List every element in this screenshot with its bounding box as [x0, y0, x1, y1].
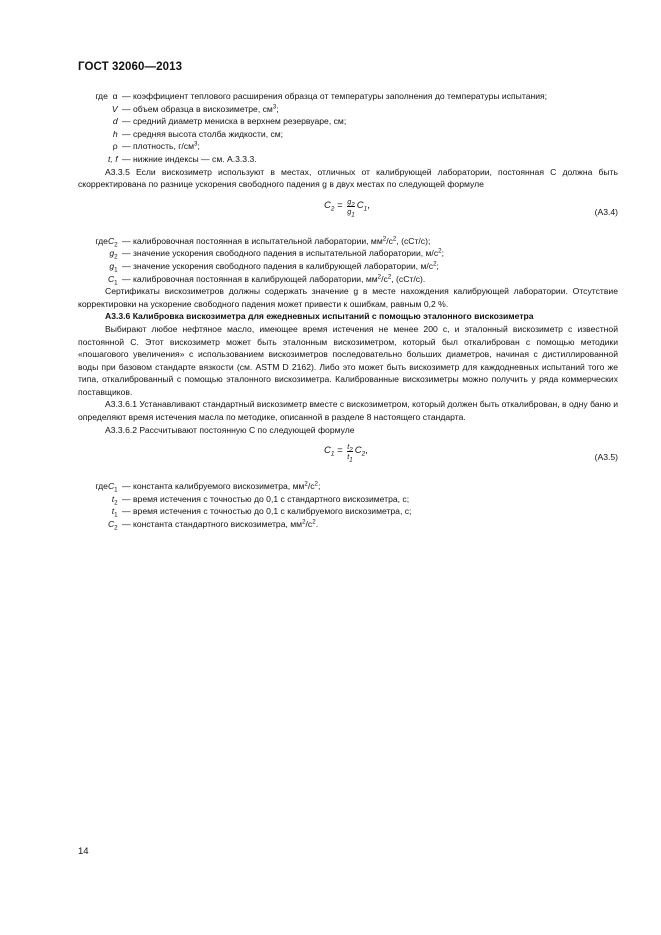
definition-text: — калибровочная постоянная в калибрующей лаборатории, $мм^2/с^2$, (сСт/с). [120, 273, 618, 286]
where-label: где [95, 481, 108, 492]
definition-rho [78, 140, 618, 153]
page-number: 14 [78, 846, 89, 857]
paragraph-a3362: А3.3.6.2 Рассчитывают постоянную С по следующей формуле [105, 424, 355, 435]
paragraph-a335: А3.3.5 Если вискозиметр используют в местах, отличных от калибрующей лаборатории, постоянная С должна быть скорректирована по разнице ускорения свободного падения g в двух местах по следующей формуле [78, 166, 618, 190]
definition-c1: гдеC$_1$ — константа калибруемого вискозиметра, $мм^2/с^2$; [78, 480, 618, 493]
section-heading-a336: А3.3.6 Калибровка вискозиметра для ежедневных испытаний с помощью эталонного вискозиметра [105, 311, 534, 322]
definition-c2: $C_2$ — константа стандартного вискозиметра, $мм^2/с^2$. [78, 518, 618, 531]
definition-d [78, 115, 618, 128]
paragraph-a3361: А3.3.6.1 Устанавливают стандартный вискозиметр вместе с вискозиметром, который должен быть откалиброван, в одну баню и определяют время истечения масла по методике, описанной в разделе 8 настоящего стандарта. [78, 399, 618, 423]
symbol-d: d [112, 116, 118, 127]
definition-text: — время истечения с точностью до 0,1 с калибруемого вискозиметра, с; [120, 505, 618, 518]
definition-text: — нижние индексы — см. А.3.3.3. [120, 153, 618, 166]
definitions-list-1 [78, 90, 618, 166]
definition-g1: $g_1$ — значение ускорения свободного падения в калибрующей лаборатории, $м/с^2$; [78, 260, 618, 273]
definition-text: — константа стандартного вискозиметра, $мм^2/с^2$. [120, 518, 618, 531]
document-header: ГОСТ 32060—2013 [78, 61, 183, 73]
definition-t1: $t_1$ — время истечения с точностью до 0,1 с калибруемого вискозиметра, с; [78, 505, 618, 518]
paragraph-certificates: Сертификаты вискозиметров должны содержать значение g в месте нахождения калибрующей лаборатории. Отсутствие корректировки на ускорение свободного падения может привести к ошибкам, равным 0,2 %. [78, 286, 618, 309]
symbol-v: V [111, 103, 118, 114]
definition-text: — средняя высота столба жидкости, см; [120, 128, 618, 141]
where-label: где [95, 91, 108, 101]
definition-text: — калибровочная постоянная в испытательной лаборатории, $мм^2/с^2$, (сСт/с); [120, 235, 618, 248]
fraction: $\frac{t_2}{t_1}$ [347, 442, 353, 464]
symbol-alpha: α [112, 91, 118, 101]
definition-text: — значение ускорения свободного падения в испытательной лаборатории, $м/с^2$; [120, 247, 618, 260]
formula-a35 [78, 436, 618, 480]
definition-text: — средний диаметр мениска в верхнем резервуаре, см; [120, 115, 618, 128]
formula-a34 [78, 191, 618, 235]
symbol-t-f: t, f [108, 153, 118, 164]
where-label: где [95, 235, 108, 246]
definitions-list-3 [78, 480, 618, 530]
definition-text: — коэффициент теплового расширения образца от температуры заполнения до температуры испытания; [120, 90, 618, 103]
definition-text: — время истечения с точностью до 0,1 с стандартного вискозиметра, с; [120, 493, 618, 506]
symbol-h: h [112, 128, 118, 139]
page-content [78, 90, 618, 531]
formula-expression: $C_1$ = $\frac{t_2}{t_1}$ $C_2$ , [324, 442, 368, 464]
definition-alpha [78, 90, 618, 103]
definition-t2: $t_2$ — время истечения с точностью до 0,1 с стандартного вискозиметра, с; [78, 493, 618, 506]
definition-text: — значение ускорения свободного падения в калибрующей лаборатории, $м/с^2$; [120, 260, 618, 273]
definitions-list-2 [78, 235, 618, 285]
definition-text: — объем образца в вискозиметре, $см^3$; [120, 103, 618, 116]
definition-h [78, 128, 618, 141]
paragraph-select-oil: Выбирают любое нефтяное масло, имеющее время истечения не менее 200 с, и эталонный вискозиметр с известной постоянной С. Этот вискозиметр может быть эталонным вискозиметром, который был откалиброван с помощью методики «пошагового увеличения» с использованием вискозиметров последовательно больших диаметров, начиная с дистиллированной воды при базовом стандарте вязкости (см. ASTM D 2162). Либо это может быть вискозиметр для каждодневных испытаний того же типа, откалиброванный с помощью эталонного вискозиметра. Калиброванные вискозиметры можно получить у ряда коммерческих поставщиков. [78, 323, 618, 397]
definition-c2: гдеC$_2$ — калибровочная постоянная в испытательной лаборатории, $мм^2/с^2$, (сСт/с); [78, 235, 618, 248]
definition-tf [78, 153, 618, 166]
definition-text: — константа калибруемого вискозиметра, $мм^2/с^2$; [120, 480, 618, 493]
formula-number: (А3.5) [594, 452, 618, 463]
formula-expression: $C_2$ = $\frac{g_2}{g_1}$ $C_1$ , [324, 196, 370, 219]
fraction: $\frac{g_2}{g_1}$ [347, 196, 355, 219]
symbol-rho: ρ [112, 141, 118, 152]
definition-g2: $g_2$ — значение ускорения свободного падения в испытательной лаборатории, $м/с^2$; [78, 247, 618, 260]
definition-text: — плотность, $г/см^3$; [120, 140, 618, 153]
definition-v [78, 103, 618, 116]
formula-number: (А3.4) [594, 206, 618, 217]
definition-c1: $C_1$ — калибровочная постоянная в калибрующей лаборатории, $мм^2/с^2$, (сСт/с). [78, 273, 618, 286]
